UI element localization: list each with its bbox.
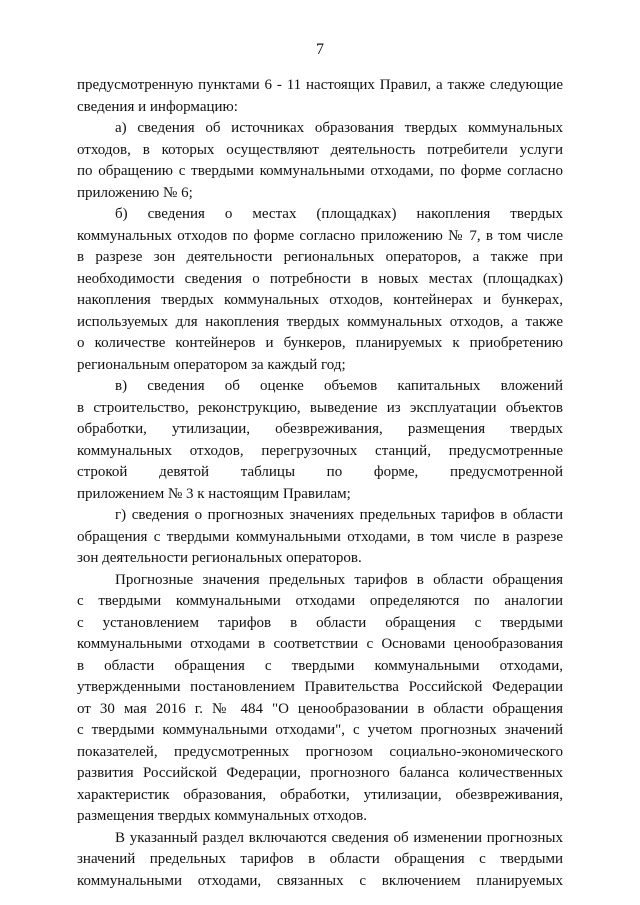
text-line: В указанный раздел включаются сведения об изменении прогнозных bbox=[115, 829, 563, 846]
paragraph bbox=[77, 204, 563, 376]
text-line: от 30 мая 2016 г. № 484 "О ценообразовании в области обращения bbox=[77, 700, 563, 717]
text-line: Прогнозные значения предельных тарифов в области обращения bbox=[115, 571, 563, 588]
text-line: зон деятельности региональных операторов. bbox=[77, 550, 362, 566]
document-body bbox=[77, 75, 563, 892]
text-line: приложению № 6; bbox=[77, 184, 193, 201]
text-line: г) сведения о прогнозных значениях предельных тарифов в области bbox=[115, 507, 563, 523]
text-line: коммунальных отходов по форме согласно приложению № 7, в том числе bbox=[77, 227, 563, 244]
text-line: региональным оператором за каждый год; bbox=[77, 356, 346, 373]
paragraph bbox=[77, 828, 563, 893]
text-line: приложением № 3 к настоящим Правилам; bbox=[77, 485, 351, 502]
text-line: а) сведения об источниках образования твердых коммунальных bbox=[115, 120, 563, 136]
text-line: развития Российской Федерации, прогнозного баланса количественных bbox=[77, 765, 563, 781]
text-line: значений предельных тарифов в области обращения с твердыми bbox=[77, 851, 563, 867]
text-line: коммунальными отходами, связанных с включением планируемых bbox=[77, 872, 563, 889]
text-line: необходимости сведения о потребности в новых местах (площадках) bbox=[77, 270, 563, 287]
text-line: показателей, предусмотренных прогнозом социально-экономического bbox=[77, 743, 563, 760]
text-line: с твердыми коммунальными отходами", с учетом прогнозных значений bbox=[77, 722, 563, 738]
text-line: в разрезе зон деятельности региональных операторов, а также при bbox=[77, 249, 563, 265]
text-line: обращения с твердыми коммунальными отходами, в том числе в разрезе bbox=[77, 528, 563, 545]
text-line: характеристик образования, обработки, утилизации, обезвреживания, bbox=[77, 786, 563, 803]
text-line: обработки, утилизации, обезвреживания, размещения твердых bbox=[77, 421, 563, 437]
text-line: коммунальных отходов, перегрузочных станций, предусмотренные bbox=[77, 442, 563, 459]
text-line: с установлением тарифов в области обращения с твердыми bbox=[77, 614, 563, 631]
page-number: 7 bbox=[316, 41, 324, 58]
text-line: размещения твердых коммунальных отходов. bbox=[77, 808, 367, 824]
text-line: используемых для накопления твердых коммунальных отходов, а также bbox=[77, 313, 563, 330]
text-line: строкой девятой таблицы по форме, предусмотренной bbox=[77, 464, 563, 480]
text-line: отходов, в которых осуществляют деятельность потребители услуги bbox=[77, 141, 563, 158]
text-line: в) сведения об оценке объемов капитальных вложений bbox=[115, 378, 563, 394]
text-line: предусмотренную пунктами 6 - 11 настоящих Правил, а также следующие bbox=[77, 77, 563, 93]
text-line: утвержденными постановлением Правительства Российской Федерации bbox=[77, 679, 563, 695]
paragraph bbox=[77, 75, 563, 118]
text-line: б) сведения о местах (площадках) накопления твердых bbox=[115, 206, 563, 222]
paragraph bbox=[77, 118, 563, 204]
text-line: с твердыми коммунальными отходами определяются по аналогии bbox=[77, 593, 563, 609]
text-line: коммунальными отходами в соответствии с Основами ценообразования bbox=[77, 636, 563, 652]
text-line: сведения и информацию: bbox=[77, 98, 238, 115]
text-line: накопления твердых коммунальных отходов, контейнерах и бункерах, bbox=[77, 292, 563, 308]
text-line: по обращению с твердыми коммунальными отходами, по форме согласно bbox=[77, 163, 563, 179]
paragraph bbox=[77, 376, 563, 505]
text-line: в области обращения с твердыми коммунальными отходами, bbox=[77, 657, 563, 674]
paragraph bbox=[77, 570, 563, 828]
text-line: в строительство, реконструкцию, выведение из эксплуатации объектов bbox=[77, 399, 563, 416]
text-line: о количестве контейнеров и бункеров, планируемых к приобретению bbox=[77, 335, 563, 351]
paragraph bbox=[77, 505, 563, 570]
